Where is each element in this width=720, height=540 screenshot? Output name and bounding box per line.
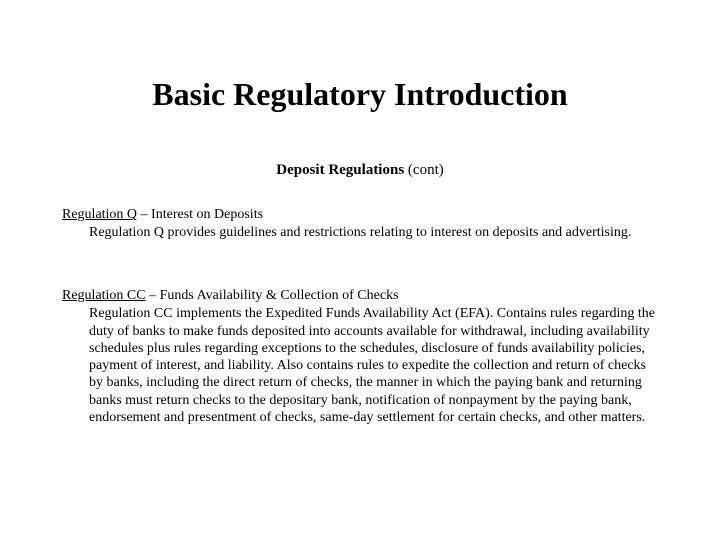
section-heading	[62, 287, 662, 304]
slide-subtitle	[0, 160, 720, 180]
regulation-topic: – Interest on Deposits	[137, 207, 264, 222]
section-regulation-cc	[62, 287, 662, 426]
regulation-name: Regulation CC	[62, 288, 146, 303]
regulation-topic: – Funds Availability & Collection of Checks	[145, 288, 399, 303]
section-heading	[62, 206, 662, 223]
section-regulation-q	[62, 206, 662, 242]
slide-title: Basic Regulatory Introduction	[152, 76, 568, 112]
subtitle-bold: Deposit Regulations	[276, 162, 405, 178]
section-body: Regulation CC implements the Expedited Funds Availability Act (EFA). Contains rules regarding the duty of banks to make funds deposited into accounts available for withdrawal, including availability schedules plus rules regarding exceptions to the schedules, disclosure of funds availability policies, payment of interest, and liability. Also contains rules to expedite the collection and return of checks by banks, including the direct return of checks, the manner in which the paying bank and returning banks must return checks to the depositary bank, notification of nonpayment by the paying bank, endorsement and presentment of checks, same-day settlement for certain checks, and other matters.	[89, 306, 656, 426]
subtitle-rest: (cont)	[404, 162, 444, 178]
section-body: Regulation Q provides guidelines and restrictions relating to interest on deposits and advertising.	[89, 225, 632, 241]
regulation-name: Regulation Q	[62, 207, 138, 222]
